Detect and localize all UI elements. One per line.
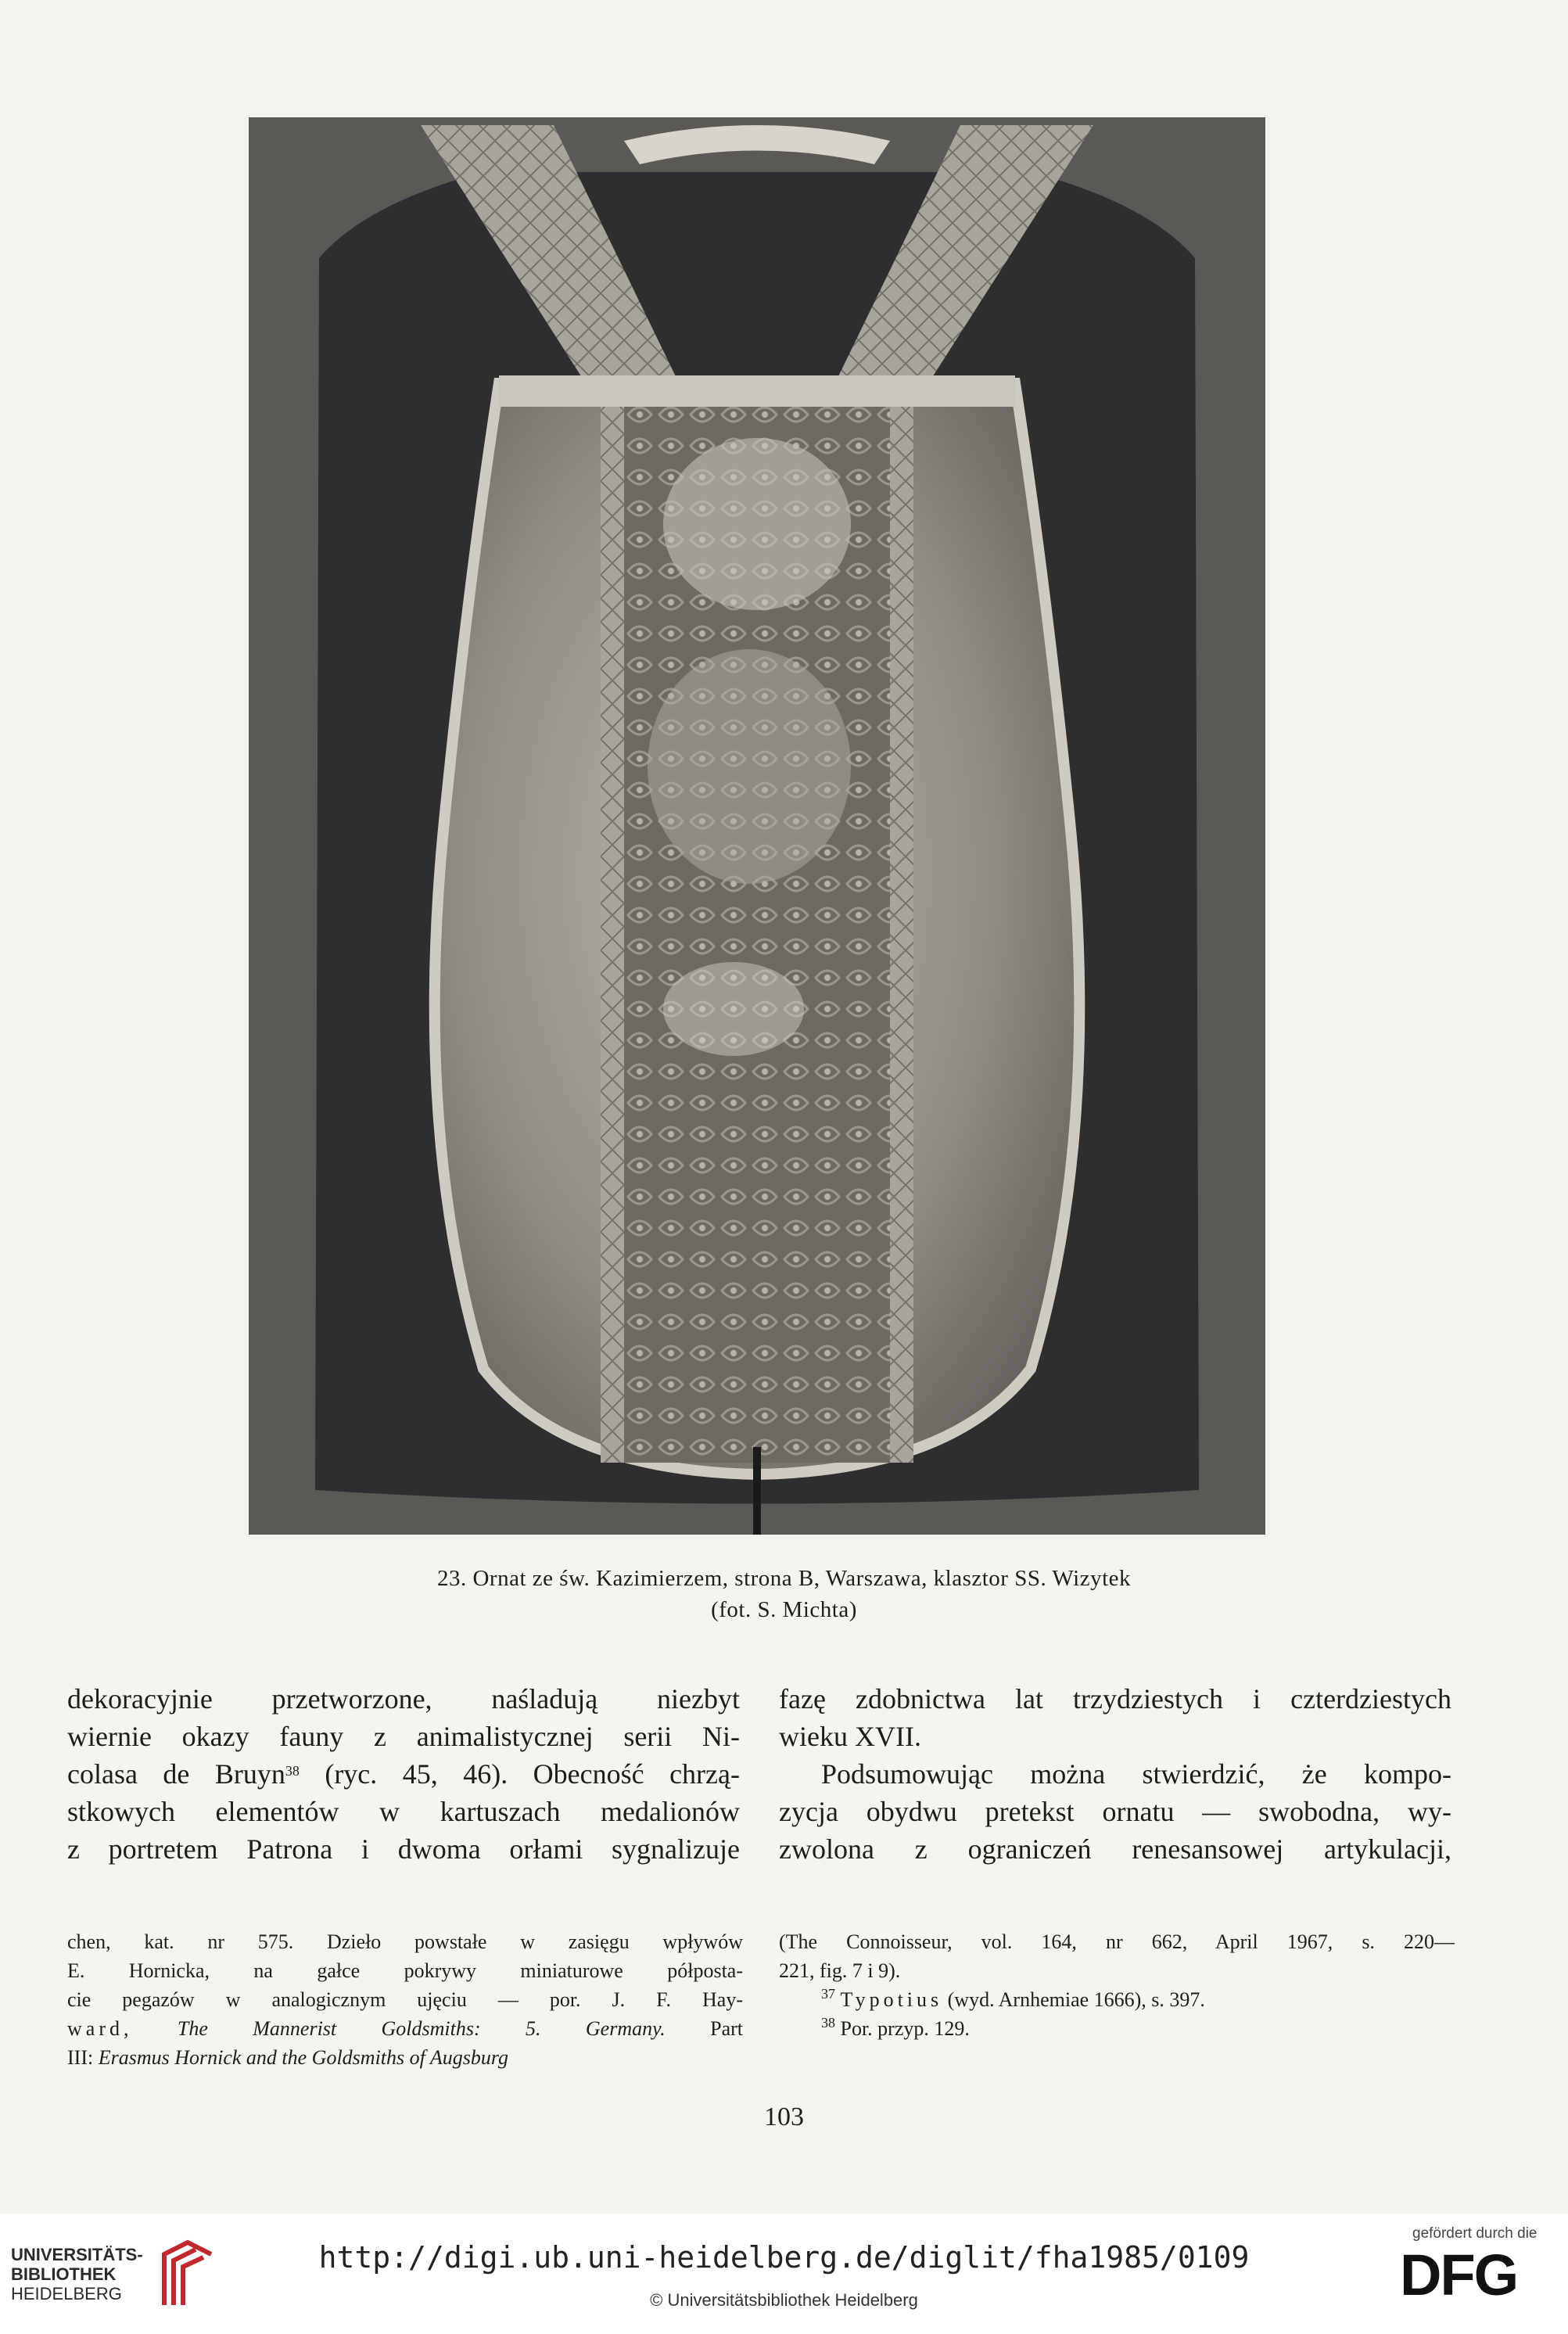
- footnote-38: $^{38}$ Por. przyp. 129.: [821, 2015, 970, 2040]
- photo-credit: (fot. S. Michta): [711, 1597, 857, 1622]
- body-line: colasa de Bruyn$^{38}$ (ryc. 45, 46). Obecność chrzą-: [67, 1758, 740, 1790]
- figure-caption: 23. Ornat ze św. Kazimierzem, strona B, Warszawa, klasztor SS. Wizytek: [436, 1566, 1132, 1591]
- body-line: wiernie okazy fauny z animalistycznej serii Ni-: [67, 1721, 740, 1752]
- library-logo[interactable]: UNIVERSITÄTS- BIBLIOTHEK HEIDELBERG: [11, 2245, 143, 2303]
- permalink-url[interactable]: http://digi.ub.uni-heidelberg.de/diglit/fha1985/0109: [318, 2240, 1250, 2275]
- footnote-line: cie pegazów w analogicznym ujęciu — por. J. F. Hay-: [67, 1988, 743, 2011]
- body-line: z portretem Patrona i dwoma orłami sygnalizuje: [67, 1833, 740, 1865]
- body-column-right: [779, 1680, 1451, 1868]
- footnote-line: E. Hornicka, na gałce pokrywy miniaturowe półposta-: [67, 1959, 743, 1982]
- body-line: zwolona z ograniczeń renesansowej artykulacji,: [779, 1833, 1451, 1865]
- body-line: zycja obydwu pretekst ornatu — swobodna, wy-: [779, 1796, 1451, 1827]
- body-line: dekoracyjnie przetworzone, naśladują niezbyt: [67, 1683, 740, 1715]
- footnote-ref: 38: [285, 1763, 300, 1779]
- chasuble-image: [249, 117, 1265, 1535]
- footnote-line: chen, kat. nr 575. Dzieło powstałe w zasięgu wpływów: [67, 1930, 743, 1953]
- footnote-37: $^{37}$ Typotius (wyd. Arnhemiae 1666), s. 397.: [821, 1986, 1205, 2011]
- footnotes-left: [67, 1927, 743, 2072]
- sponsor-note: gefördert durch die: [1412, 2225, 1538, 2242]
- footnotes-right: [779, 1927, 1455, 2043]
- body-line: Podsumowując można stwierdzić, że kompo-: [821, 1758, 1451, 1790]
- footnote-line: (The Connoisseur, vol. 164, nr 662, April 1967, s. 220—: [779, 1930, 1455, 1953]
- body-line: fazę zdobnictwa lat trzydziestych i czterdziestych: [779, 1683, 1451, 1715]
- body-line: wieku XVII.: [779, 1721, 921, 1752]
- footnote-line: 221, fig. 7 i 9).: [779, 1959, 901, 1982]
- copyright-notice: © Universitätsbibliothek Heidelberg: [650, 2290, 918, 2310]
- chasuble-photograph: [249, 117, 1265, 1535]
- body-column-left: [67, 1680, 740, 1868]
- dfg-logo[interactable]: DFG: [1400, 2242, 1518, 2307]
- page-number: 103: [764, 2102, 804, 2131]
- footnote-line: ward, The Mannerist Goldsmiths: 5. Germany. Part: [67, 2017, 744, 2040]
- body-line: stkowych elementów w kartuszach medalionów: [67, 1796, 740, 1827]
- footnote-line: III: Erasmus Hornick and the Goldsmiths of Augsburg: [67, 2046, 509, 2069]
